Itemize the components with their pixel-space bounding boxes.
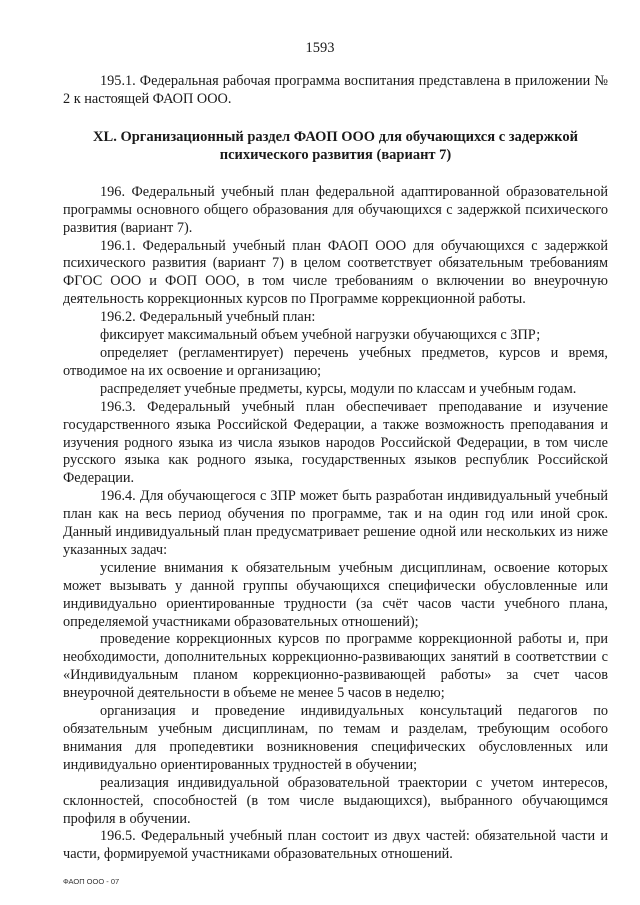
page-number: 1593 — [305, 40, 335, 56]
list-item: проведение коррекционных курсов по программе коррекционной работы и, при необходимости, дополнительных коррекционно-развивающих занятий в соответствии с «Индивидуальным планом коррекционно-развивающей работы» за счет часов внеурочной деятельности в объеме не менее 5 часов в неделю; — [63, 631, 608, 702]
list-item: распределяет учебные предметы, курсы, модули по классам и учебным годам. — [100, 380, 577, 397]
list-item: фиксирует максимальный объем учебной нагрузки обучающихся с ЗПР; — [100, 327, 541, 344]
list-item: реализация индивидуальной образовательной траектории с учетом интересов, склонностей, способностей (в том числе выдающихся), выбранного обучающимся профиля в обучении. — [63, 774, 608, 827]
paragraph-196-1: 196.1. Федеральный учебный план ФАОП ООО для обучающихся с задержкой психического развития (вариант 7) в целом соответствует обязательным требованиям ФГОС ООО и ФОП ООО, в том числе требованиям о включении во внеурочную деятельность коррекционных курсов по Программе коррекционной работы. — [63, 237, 608, 308]
paragraph-196-4: 196.4. Для обучающегося с ЗПР может быть разработан индивидуальный учебный план как на весь период обучения по программе, так и на один год или иной срок. Данный индивидуальный план предусматривает решение одной или нескольких из ниже указанных задач: — [63, 488, 608, 558]
paragraph-196-3: 196.3. Федеральный учебный план обеспечивает преподавание и изучение государственного языка Российской Федерации, а также возможность преподавания и изучения родного языка из числа языков народов Российской Федерации, в том числе русского языка как родного языка, государственных языков республик Российской Федерации. — [63, 398, 608, 487]
list-item: определяет (регламентирует) перечень учебных предметов, курсов и время, отводимое на их освоение и организацию; — [63, 344, 608, 379]
paragraph-196: 196. Федеральный учебный план федеральной адаптированной образовательной программы основного общего образования для обучающихся с задержкой психического развития (вариант 7). — [63, 183, 608, 236]
paragraph-195-1: 195.1. Федеральная рабочая программа воспитания представлена в приложении № 2 к настоящей ФАОП ООО. — [63, 73, 608, 107]
document-body — [63, 73, 608, 864]
section-title: XL. Организационный раздел ФАОП ООО для обучающихся с задержкой психического развития (вариант 7) — [93, 128, 578, 163]
paragraph-196-5: 196.5. Федеральный учебный план состоит из двух частей: обязательной части и части, формируемой участниками образовательных отношений. — [63, 828, 608, 863]
paragraph-196-2: 196.2. Федеральный учебный план: — [100, 309, 316, 326]
footer-label: ФАОП ООО - 07 — [63, 877, 120, 886]
list-item: усиление внимания к обязательным учебным дисциплинам, освоение которых может вызывать у данной группы обучающихся специфически обусловленные или индивидуально ориентированные трудности (за счёт часов части учебного плана, определяемой участниками образовательных отношений); — [63, 559, 608, 630]
list-item: организация и проведение индивидуальных консультаций педагогов по обязательным учебным дисциплинам, по темам и разделам, требующим особого внимания для пропедевтики возникновения специфических обусловленных или индивидуально ориентированных трудностей в обучении; — [63, 703, 608, 773]
